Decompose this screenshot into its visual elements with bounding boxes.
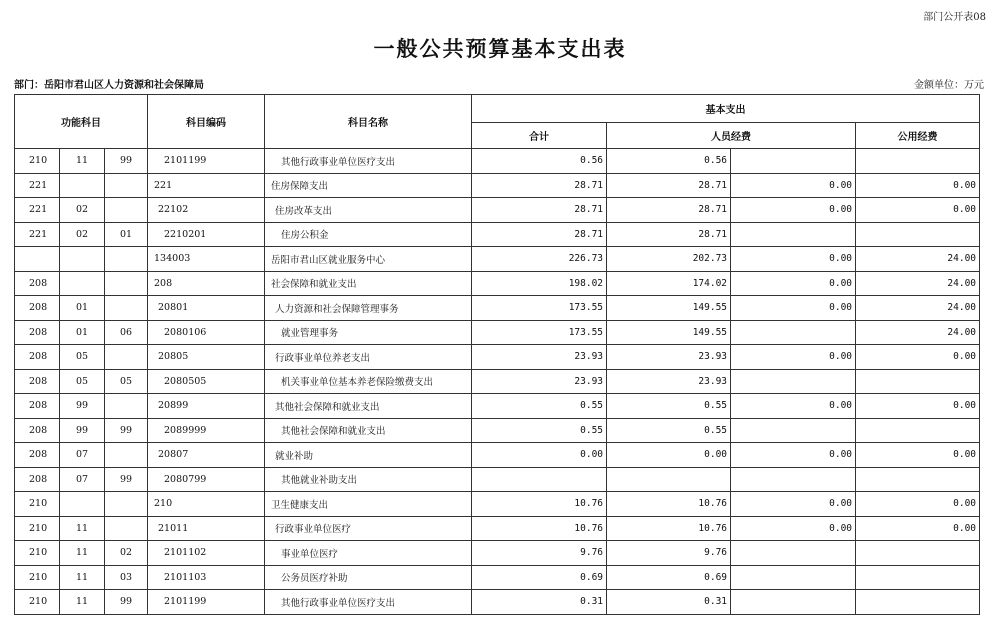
subject-code-cell: 21011 xyxy=(148,516,265,541)
func-section-cell xyxy=(60,247,105,272)
public-sub-cell xyxy=(731,565,856,590)
func-item-cell: 99 xyxy=(105,467,148,492)
public-cell: 0.00 xyxy=(856,198,980,223)
public-cell xyxy=(856,565,980,590)
personnel-cell: 202.73 xyxy=(607,247,731,272)
table-row xyxy=(15,516,980,541)
personnel-cell: 0.31 xyxy=(607,590,731,615)
public-cell: 24.00 xyxy=(856,296,980,321)
subject-name-cell: 社会保障和就业支出 xyxy=(265,271,472,296)
func-item-cell xyxy=(105,516,148,541)
public-cell: 24.00 xyxy=(856,271,980,296)
func-item-cell xyxy=(105,247,148,272)
subject-code-cell: 2080106 xyxy=(148,320,265,345)
table-row xyxy=(15,296,980,321)
subject-code-cell: 2089999 xyxy=(148,418,265,443)
subject-code-cell: 20899 xyxy=(148,394,265,419)
func-class-cell: 210 xyxy=(15,565,60,590)
public-cell: 0.00 xyxy=(856,173,980,198)
func-class-cell: 208 xyxy=(15,394,60,419)
subject-code-cell: 2101199 xyxy=(148,149,265,174)
table-row xyxy=(15,541,980,566)
func-section-cell xyxy=(60,492,105,517)
func-section-cell: 99 xyxy=(60,394,105,419)
table-row xyxy=(15,222,980,247)
table-row xyxy=(15,443,980,468)
subject-name-cell: 就业补助 xyxy=(265,443,472,468)
header-subject-name: 科目名称 xyxy=(265,95,472,149)
func-class-cell: 221 xyxy=(15,222,60,247)
table-row xyxy=(15,198,980,223)
func-item-cell: 06 xyxy=(105,320,148,345)
public-cell xyxy=(856,467,980,492)
subject-code-cell: 208 xyxy=(148,271,265,296)
public-sub-cell xyxy=(731,149,856,174)
func-item-cell: 03 xyxy=(105,565,148,590)
subject-code-cell: 20807 xyxy=(148,443,265,468)
total-cell: 9.76 xyxy=(472,541,607,566)
public-cell xyxy=(856,541,980,566)
func-section-cell: 11 xyxy=(60,590,105,615)
func-item-cell xyxy=(105,198,148,223)
personnel-cell: 10.76 xyxy=(607,492,731,517)
public-sub-cell xyxy=(731,467,856,492)
public-sub-cell: 0.00 xyxy=(731,516,856,541)
subject-code-cell: 2080505 xyxy=(148,369,265,394)
total-cell: 0.31 xyxy=(472,590,607,615)
func-item-cell xyxy=(105,394,148,419)
func-item-cell: 05 xyxy=(105,369,148,394)
department-label: 部门：岳阳市君山区人力资源和社会保障局 xyxy=(14,80,204,91)
func-item-cell xyxy=(105,443,148,468)
public-cell: 0.00 xyxy=(856,443,980,468)
public-sub-cell: 0.00 xyxy=(731,345,856,370)
table-row xyxy=(15,247,980,272)
func-class-cell: 208 xyxy=(15,369,60,394)
subject-code-cell: 221 xyxy=(148,173,265,198)
personnel-cell: 174.02 xyxy=(607,271,731,296)
total-cell: 173.55 xyxy=(472,296,607,321)
total-cell: 28.71 xyxy=(472,173,607,198)
total-cell: 0.00 xyxy=(472,443,607,468)
total-cell: 198.02 xyxy=(472,271,607,296)
subject-name-cell: 事业单位医疗 xyxy=(265,541,472,566)
public-sub-cell: 0.00 xyxy=(731,247,856,272)
func-class-cell: 210 xyxy=(15,516,60,541)
func-class-cell: 210 xyxy=(15,590,60,615)
func-class-cell: 208 xyxy=(15,320,60,345)
subject-code-cell: 20805 xyxy=(148,345,265,370)
public-sub-cell xyxy=(731,541,856,566)
personnel-cell: 149.55 xyxy=(607,296,731,321)
public-cell xyxy=(856,590,980,615)
subject-name-cell: 行政事业单位医疗 xyxy=(265,516,472,541)
unit-label: 金额单位：万元 xyxy=(914,80,984,91)
public-cell xyxy=(856,222,980,247)
subject-name-cell: 其他行政事业单位医疗支出 xyxy=(265,149,472,174)
public-sub-cell: 0.00 xyxy=(731,394,856,419)
table-row xyxy=(15,394,980,419)
func-section-cell: 01 xyxy=(60,320,105,345)
personnel-cell: 149.55 xyxy=(607,320,731,345)
personnel-cell: 0.00 xyxy=(607,443,731,468)
subject-code-cell: 2101103 xyxy=(148,565,265,590)
budget-table xyxy=(14,94,980,615)
total-cell: 10.76 xyxy=(472,492,607,517)
func-item-cell: 02 xyxy=(105,541,148,566)
header-personnel: 人员经费 xyxy=(607,123,856,149)
func-item-cell: 99 xyxy=(105,590,148,615)
func-section-cell: 05 xyxy=(60,369,105,394)
func-section-cell: 11 xyxy=(60,541,105,566)
subject-name-cell: 就业管理事务 xyxy=(265,320,472,345)
func-section-cell: 02 xyxy=(60,198,105,223)
total-cell xyxy=(472,467,607,492)
public-cell: 24.00 xyxy=(856,320,980,345)
header-func-subject: 功能科目 xyxy=(15,95,148,149)
func-item-cell xyxy=(105,345,148,370)
subject-code-cell: 2101102 xyxy=(148,541,265,566)
total-cell: 10.76 xyxy=(472,516,607,541)
public-sub-cell: 0.00 xyxy=(731,296,856,321)
subject-code-cell: 22102 xyxy=(148,198,265,223)
header-public: 公用经费 xyxy=(856,123,980,149)
public-sub-cell xyxy=(731,418,856,443)
func-item-cell: 99 xyxy=(105,418,148,443)
total-cell: 28.71 xyxy=(472,222,607,247)
public-cell: 0.00 xyxy=(856,345,980,370)
func-class-cell: 210 xyxy=(15,541,60,566)
table-row xyxy=(15,369,980,394)
public-cell: 0.00 xyxy=(856,394,980,419)
subject-name-cell: 机关事业单位基本养老保险缴费支出 xyxy=(265,369,472,394)
header-subject-code: 科目编码 xyxy=(148,95,265,149)
subject-name-cell: 岳阳市君山区就业服务中心 xyxy=(265,247,472,272)
public-sub-cell: 0.00 xyxy=(731,198,856,223)
header-basic-expense: 基本支出 xyxy=(472,95,980,123)
public-cell: 24.00 xyxy=(856,247,980,272)
table-body xyxy=(15,149,980,615)
personnel-cell: 28.71 xyxy=(607,173,731,198)
func-item-cell xyxy=(105,296,148,321)
public-sub-cell xyxy=(731,222,856,247)
func-item-cell: 99 xyxy=(105,149,148,174)
func-class-cell: 210 xyxy=(15,149,60,174)
public-cell xyxy=(856,418,980,443)
total-cell: 23.93 xyxy=(472,369,607,394)
total-cell: 0.55 xyxy=(472,394,607,419)
public-sub-cell: 0.00 xyxy=(731,173,856,198)
table-row xyxy=(15,590,980,615)
func-section-cell xyxy=(60,173,105,198)
subject-name-cell: 住房改革支出 xyxy=(265,198,472,223)
func-section-cell: 11 xyxy=(60,149,105,174)
table-row xyxy=(15,467,980,492)
personnel-cell: 0.69 xyxy=(607,565,731,590)
func-section-cell: 11 xyxy=(60,565,105,590)
table-row xyxy=(15,149,980,174)
func-class-cell: 208 xyxy=(15,443,60,468)
total-cell: 0.55 xyxy=(472,418,607,443)
table-row xyxy=(15,345,980,370)
total-cell: 0.56 xyxy=(472,149,607,174)
table-row xyxy=(15,565,980,590)
total-cell: 226.73 xyxy=(472,247,607,272)
page-title: 一般公共预算基本支出表 xyxy=(373,37,627,61)
header-row-1 xyxy=(15,95,980,123)
table-row xyxy=(15,492,980,517)
table-code: 部门公开表08 xyxy=(923,12,986,23)
subject-name-cell: 卫生健康支出 xyxy=(265,492,472,517)
func-class-cell: 208 xyxy=(15,271,60,296)
func-class-cell: 208 xyxy=(15,296,60,321)
func-class-cell: 208 xyxy=(15,467,60,492)
public-cell: 0.00 xyxy=(856,516,980,541)
personnel-cell: 28.71 xyxy=(607,198,731,223)
subject-code-cell: 210 xyxy=(148,492,265,517)
func-section-cell: 11 xyxy=(60,516,105,541)
func-class-cell: 208 xyxy=(15,418,60,443)
subject-name-cell: 公务员医疗补助 xyxy=(265,565,472,590)
func-section-cell: 05 xyxy=(60,345,105,370)
subject-name-cell: 行政事业单位养老支出 xyxy=(265,345,472,370)
personnel-cell: 23.93 xyxy=(607,345,731,370)
func-section-cell: 99 xyxy=(60,418,105,443)
subject-name-cell: 住房保障支出 xyxy=(265,173,472,198)
func-class-cell: 221 xyxy=(15,173,60,198)
func-section-cell: 02 xyxy=(60,222,105,247)
public-sub-cell xyxy=(731,590,856,615)
func-class-cell: 221 xyxy=(15,198,60,223)
subject-name-cell: 其他社会保障和就业支出 xyxy=(265,394,472,419)
func-class-cell: 210 xyxy=(15,492,60,517)
subject-name-cell: 其他社会保障和就业支出 xyxy=(265,418,472,443)
public-cell: 0.00 xyxy=(856,492,980,517)
total-cell: 23.93 xyxy=(472,345,607,370)
subject-name-cell: 其他就业补助支出 xyxy=(265,467,472,492)
subject-code-cell: 2101199 xyxy=(148,590,265,615)
personnel-cell: 0.55 xyxy=(607,394,731,419)
table-row xyxy=(15,173,980,198)
personnel-cell xyxy=(607,467,731,492)
public-sub-cell xyxy=(731,320,856,345)
func-section-cell xyxy=(60,271,105,296)
public-sub-cell: 0.00 xyxy=(731,443,856,468)
subject-code-cell: 134003 xyxy=(148,247,265,272)
func-class-cell: 208 xyxy=(15,345,60,370)
header-total: 合计 xyxy=(472,123,607,149)
total-cell: 0.69 xyxy=(472,565,607,590)
personnel-cell: 10.76 xyxy=(607,516,731,541)
subject-name-cell: 住房公积金 xyxy=(265,222,472,247)
subject-code-cell: 2080799 xyxy=(148,467,265,492)
func-item-cell: 01 xyxy=(105,222,148,247)
personnel-cell: 0.56 xyxy=(607,149,731,174)
personnel-cell: 0.55 xyxy=(607,418,731,443)
subject-name-cell: 人力资源和社会保障管理事务 xyxy=(265,296,472,321)
table-row xyxy=(15,320,980,345)
func-item-cell xyxy=(105,492,148,517)
func-section-cell: 01 xyxy=(60,296,105,321)
public-cell xyxy=(856,149,980,174)
func-section-cell: 07 xyxy=(60,443,105,468)
table-row xyxy=(15,271,980,296)
total-cell: 28.71 xyxy=(472,198,607,223)
subject-code-cell: 20801 xyxy=(148,296,265,321)
personnel-cell: 28.71 xyxy=(607,222,731,247)
personnel-cell: 9.76 xyxy=(607,541,731,566)
subject-code-cell: 2210201 xyxy=(148,222,265,247)
personnel-cell: 23.93 xyxy=(607,369,731,394)
func-item-cell xyxy=(105,173,148,198)
public-cell xyxy=(856,369,980,394)
func-class-cell xyxy=(15,247,60,272)
table-row xyxy=(15,418,980,443)
func-item-cell xyxy=(105,271,148,296)
public-sub-cell: 0.00 xyxy=(731,492,856,517)
subject-name-cell: 其他行政事业单位医疗支出 xyxy=(265,590,472,615)
total-cell: 173.55 xyxy=(472,320,607,345)
func-section-cell: 07 xyxy=(60,467,105,492)
public-sub-cell xyxy=(731,369,856,394)
public-sub-cell: 0.00 xyxy=(731,271,856,296)
